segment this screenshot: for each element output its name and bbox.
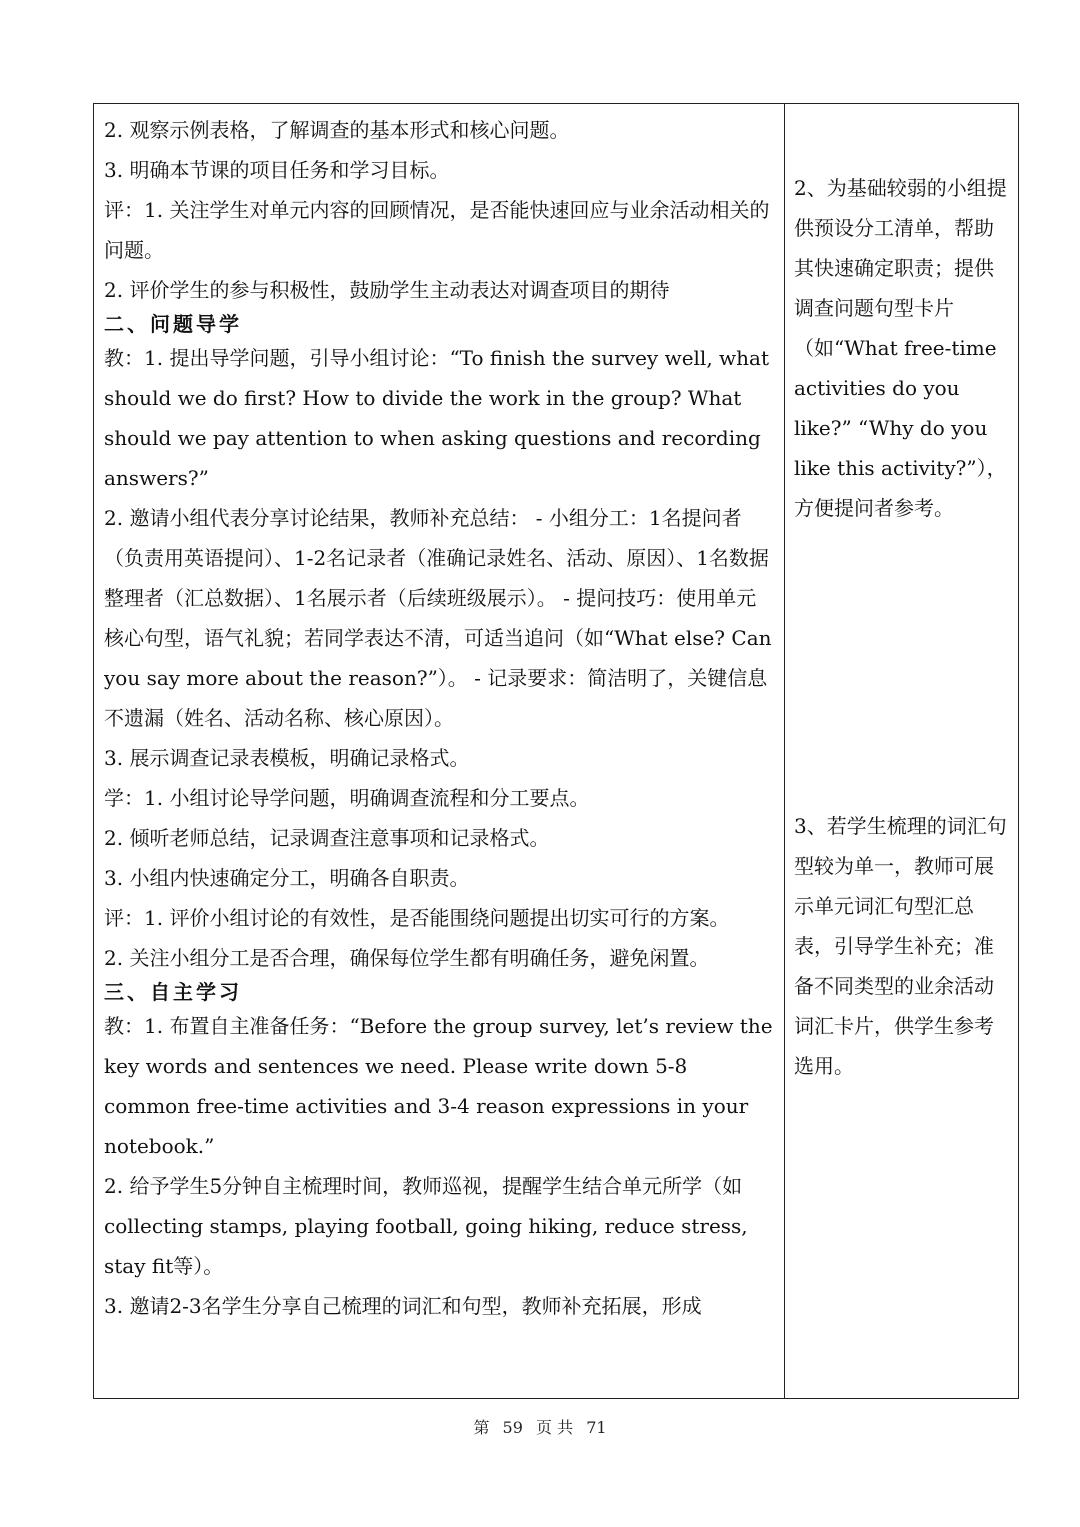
paragraph: 2. 关注小组分工是否合理，确保每位学生都有明确任务，避免闲置。 — [104, 946, 710, 970]
paragraph: 学：1. 小组讨论导学问题，明确调查流程和分工要点。 — [104, 786, 590, 810]
lesson-plan-table — [93, 103, 1019, 1399]
paragraph: 2. 给予学生5分钟自主梳理时间，教师巡视，提醒学生结合单元所学（如 collecting stamps, playing football, going hiking, reduce stress, stay fit等）。 — [104, 1174, 748, 1278]
section-heading: 三、自主学习 — [104, 980, 242, 1004]
footer-prefix: 第 — [473, 1418, 490, 1437]
adjustment-note-2: 2、为基础较弱的小组提供预设分工清单，帮助其快速确定职责；提供调查问题句型卡片（如“What free-time activities do you like?” “Why do you like this activity?”），方便提问者参考。 — [794, 176, 1007, 520]
paragraph: 2. 评价学生的参与积极性，鼓励学生主动表达对调查项目的期待 — [104, 278, 670, 302]
footer-middle: 页 共 — [536, 1418, 574, 1437]
paragraph: 2. 倾听老师总结，记录调查注意事项和记录格式。 — [104, 826, 550, 850]
paragraph: 3. 展示调查记录表模板，明确记录格式。 — [104, 746, 470, 770]
paragraph: 3. 明确本节课的项目任务和学习目标。 — [104, 158, 450, 182]
paragraph: 教：1. 提出导学问题，引导小组讨论：“To finish the survey well, what should we do first? How to divide the work in the group? What should we pay attention to when asking questions and recording answers?” — [104, 346, 769, 490]
current-page-number: 59 — [502, 1418, 523, 1437]
paragraph: 教：1. 布置自主准备任务：“Before the group survey, let’s review the key words and sentences we need. Please write down 5-8 common free-time activities and 3-4 reason expressions in your notebook.” — [104, 1014, 773, 1158]
paragraph: 评：1. 评价小组讨论的有效性，是否能围绕问题提出切实可行的方案。 — [104, 906, 730, 930]
paragraph: 2. 邀请小组代表分享讨论结果，教师补充总结： - 小组分工：1名提问者（负责用英语提问）、1-2名记录者（准确记录姓名、活动、原因）、1名数据整理者（汇总数据）、1名展示者（后续班级展示）。 - 提问技巧：使用单元核心句型，语气礼貌；若同学表达不清，可适当追问（如“What else? Can you say more about the reason?”）。 - 记录要求：简洁明了，关键信息不遗漏（姓名、活动名称、核心原因）。 — [104, 506, 772, 730]
paragraph: 评：1. 关注学生对单元内容的回顾情况，是否能快速回应与业余活动相关的问题。 — [104, 198, 770, 262]
column-divider — [784, 104, 785, 1398]
page-footer — [0, 1415, 1080, 1438]
teaching-process-column — [104, 110, 774, 1326]
adjustment-note-3: 3、若学生梳理的词汇句型较为单一，教师可展示单元词汇句型汇总表，引导学生补充；准备不同类型的业余活动词汇卡片，供学生参考选用。 — [794, 814, 1007, 1078]
paragraph: 3. 小组内快速确定分工，明确各自职责。 — [104, 866, 470, 890]
section-heading: 二、问题导学 — [104, 312, 242, 336]
total-page-number: 71 — [586, 1418, 607, 1437]
paragraph: 2. 观察示例表格，了解调查的基本形式和核心问题。 — [104, 118, 570, 142]
paragraph: 3. 邀请2-3名学生分享自己梳理的词汇和句型，教师补充拓展，形成 — [104, 1294, 702, 1318]
